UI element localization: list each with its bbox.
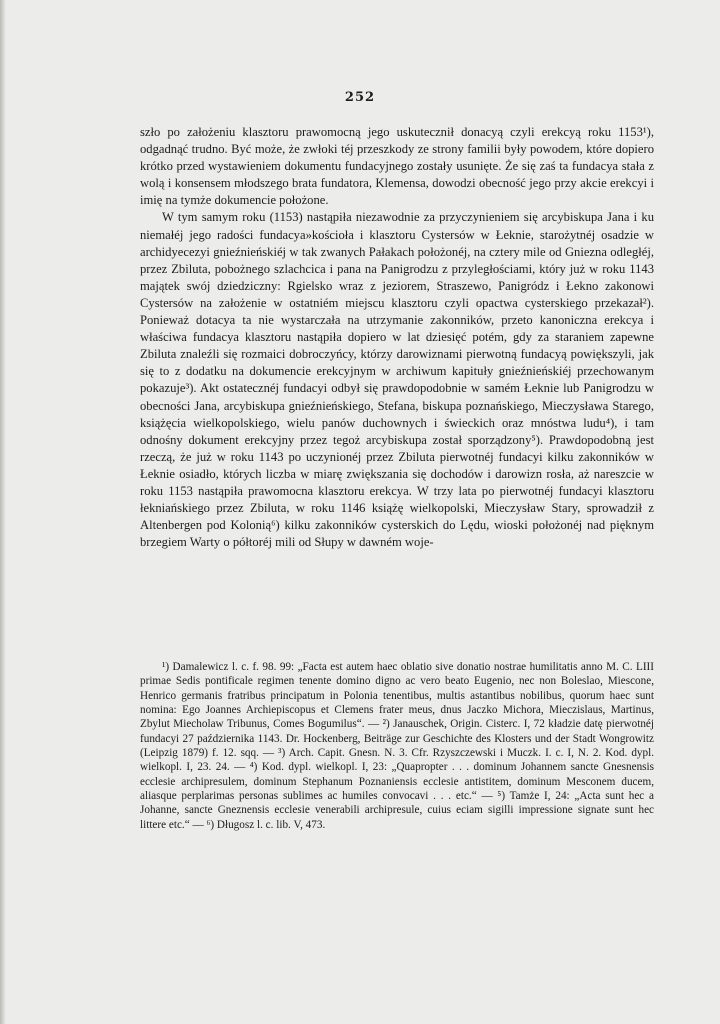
footnote-text: ¹) Damalewicz l. c. f. 98. 99: „Facta est autem haec oblatio sive donatio nostrae humilitatis anno M. C. LIII primae Sedis pontificale regimen tenente domino digno ac vero beato Eugenio, nec non Boleslao, Miescone, Henrico germanis fratribus principatum in Polonia tenentibus, multis astantibus nobilibus, quorum haec sunt nomina: Ego Joannes Archiepiscopus et Clemens frater meus, dnus Jaczko Michora, Mieczislaus, Martinus, Zbylut Miecholaw Tribunus, Comes Bogumilus“. — ²) Janauschek, Origin. Cisterc. I, 72 kładzie datę pierwotnéj fundacyi 27 października 1143. Dr. Hockenberg, Beiträge zur Geschichte des Klosters und der Stadt Wongrowitz (Leipzig 1879) f. 12. sqq. — ³) Arch. Capit. Gnesn. N. 3. Cfr. Rzyszczewski i Muczk. I. c. I, N. 2. Kod. dypl. wielkopl. I, 23. 24. — ⁴) Kod. dypl. wielkopl. I, 23: „Quapropter . . . dominum Johannem sancte Gnesnensis ecclesie archipresulem, dominum Stephanum Poznaniensis ecclesie antistitem, dominum Mesconem ducem, aliasque perplarimas personas sublimes ac humiles convocavi . . . etc.“ — ⁵) Tamże I, 24: „Acta sunt hec a Johanne, sancte Gneznensis ecclesie venerabili archipresule, cuius eciam sigilli impressione signate sunt hec littere etc.“ — ⁶) Długosz l. c. lib. V, 473.	[140, 661, 654, 831]
page-number: 252	[344, 90, 376, 105]
paragraph-1: szło po założeniu klasztoru prawomocną jego uskutecznił donacyą czyli erekcyą roku 1153¹), odgadnąć trudno. Być może, że zwłoki téj przeszkody ze strony familii były powodem, które dopiero krótko przed wystawieniem dokumentu fundacyjnego zostały usunięte. Że się zaś ta fundacya stała z wolą i konsensem młodszego brata fundatora, Klemensa, dowodzi obecność jego przy akcie erekcyi i imię na tymże dokumencie położone.	[140, 125, 654, 208]
page-spine-shadow	[0, 0, 6, 1024]
footnotes	[140, 660, 654, 832]
paragraph-2: W tym samym roku (1153) nastąpiła niezawodnie za przyczynieniem się arcybiskupa Jana i ku niemałéj jego radości fundacya»kościoła i klasztoru Cystersów w Łeknie, starożytnéj osadzie w archidyecezyi gnieźnieńskiéj w tak zwanych Pałakach położonéj, na cztery mile od Gniezna odległéj, przez Zbiluta, pobożnego szlachcica i pana na Panigrodzu z przyległościami, który już w roku 1143 majątek swój dziedziczny: Rgielsko wraz z jeziorem, Straszewo, Panigródz i Łekno zakonowi Cystersów na założenie w ostatniém miejscu klasztoru czyli opactwa cysterskiego przekazał²). Ponieważ dotacya ta nie wystarczała na utrzymanie zakonników, przeto kanoniczna erekcya i właściwa fundacya klasztoru nastąpiła dopiero w lat dziesięć potém, gdy za staraniem zapewne Zbiluta znaleźli się rozmaici dobroczyńcy, którzy darowiznami pierwotną fundacyą powiększyli, jak się to z dodatku na dokumencie erekcyjnym w archiwum kapituły gnieźnieńskiéj przechowanym pokazuje³). Akt ostatecznéj fundacyi odbył się prawdopodobnie w samém Łeknie lub Panigrodzu w obecności Jana, arcybiskupa gnieźnieńskiego, Stefana, biskupa poznańskiego, Mieczysława Starego, książęcia wielkopolskiego, wielu panów duchownych i świeckich oraz mnóstwa ludu⁴), i tam odnośny dokument erekcyjny przez tegoż arcybiskupa został sporządzony⁵). Prawdopodobną jest rzeczą, że już w roku 1143 po uczynionéj przez Zbiluta pierwotnéj fundacyi kilku zakonników w Łeknie osiadło, których liczba w miarę zwiększania się dochodów i darowizn rosła, aż nareszcie w roku 1153 nastąpiła prawomocna klasztoru erekcya. W trzy lata po pierwotnéj fundacyi klasztoru łekniańskiego przez Zbiluta, w roku 1146 książę wielkopolski, Mieczysław Stary, sprowadził z Altenbergen pod Kolonią⁶) kilku zakonników cysterskich do Lędu, wioski położonéj nad pięknym brzegiem Warty o półtoréj mili od Słupy w dawném woje-	[140, 210, 654, 550]
main-text	[140, 124, 654, 551]
